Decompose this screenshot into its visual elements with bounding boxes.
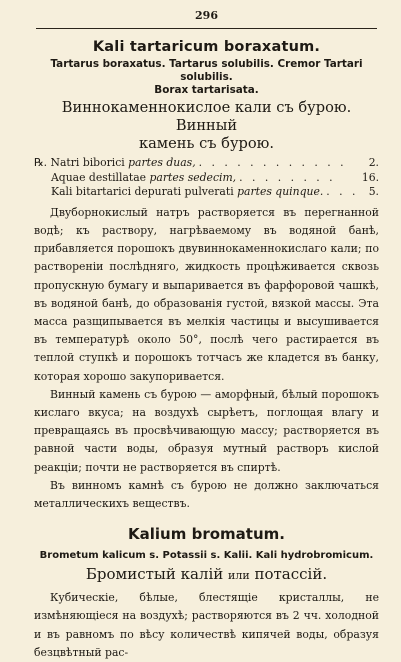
ingredient-quantity: 16. [361,170,379,184]
russian-name [34,99,379,153]
ingredient-name: Kali bitartarici depurati pulverati [51,185,238,199]
ingredient-latin-quantity: partes quinque. [237,185,324,199]
russian-name-part: Бромистый калiй [85,565,229,584]
latin-synonyms-line-1: Tartarus boraxatus. Tartarus solubilis. Cremor Tartari solubilis. [50,58,363,83]
leader-dots: . . . . . . . . . . . . [198,156,347,169]
paragraph-purity: Въ винномъ камнѣ съ бурою не должно заключаться металлическихъ веществъ. [34,478,379,511]
page-number: 296 [195,9,218,22]
ingredient-quantity: 2. [368,156,379,169]
russian-name-bromatum [34,564,379,586]
ingredient-quantity: 5. [368,185,379,199]
ingredient-name: ℞. Natri biborici [34,156,129,169]
russian-name-line-1: Виннокаменнокислое кали съ бурою. Винный [61,99,352,134]
recipe-line [34,171,379,186]
ingredient-latin-quantity: partes sedecim, [149,170,237,184]
ingredient-name: Aquae destillatae [51,170,150,184]
latin-synonyms-line-2: Borax tartarisata. [154,84,259,96]
leader-dots: . . . [326,185,359,199]
ingredient-latin-quantity: partes duas, [128,156,196,169]
latin-synonyms-bromatum: Brometum kalicum s. Potassii s. Kalii. Kali hydrobromicum. [39,550,374,562]
header-rule [36,28,377,29]
recipe-line [34,156,379,171]
recipe [34,156,379,200]
russian-name-conjunction: или [228,569,250,583]
paragraph-preparation: Двуборнокислый натръ растворяется въ перегнанной водѣ; къ раствору, нагрѣваемому въ водяной банѣ, прибавляется порошокъ двувиннокаменнокислаго кали; по растворенiи послѣдняго, жидкость процѣживается сквозь пропускную бумагу и выпаривается въ фарфоровой чашкѣ, въ водяной банѣ, до образованiя густой, вязкой массы. Эта масса разщипывается въ мелкiя частицы и высушивается въ температурѣ около 50°, послѣ чего растирается въ теплой ступкѣ и порошокъ тотчасъ же кладется въ банку, которая хорошо закупоривается. [34,205,379,383]
latin-synonyms [34,58,379,97]
section-title-kali-tartaricum: Kali tartaricum boraxatum. [92,39,321,55]
leader-dots: . . . . . . . . [239,170,336,184]
russian-name-part: потассiй. [249,565,328,584]
russian-name-line-2: камень съ бурою. [138,135,275,152]
section-title-kalium-bromatum: Kalium bromatum. [128,525,285,544]
recipe-line [34,185,379,200]
paragraph-description: Винный камень съ бурою — аморфный, бѣлый порошокъ кислаго вкуса; на воздухѣ сырѣетъ, поглощая влагу и превращаясь въ просвѣчивающую массу; растворяется въ равной части воды, образуя мутный растворъ кислой реакцiи; почти не растворяется въ спиртѣ. [34,387,379,474]
paragraph-bromatum-description: Кубическiе, бѣлые, блестящiе кристаллы, не измѣняющiеся на воздухѣ; растворяются въ 2 чч. холодной и въ равномъ по вѣсу количествѣ кипячей воды, образуя безцвѣтный рас- [34,591,379,659]
